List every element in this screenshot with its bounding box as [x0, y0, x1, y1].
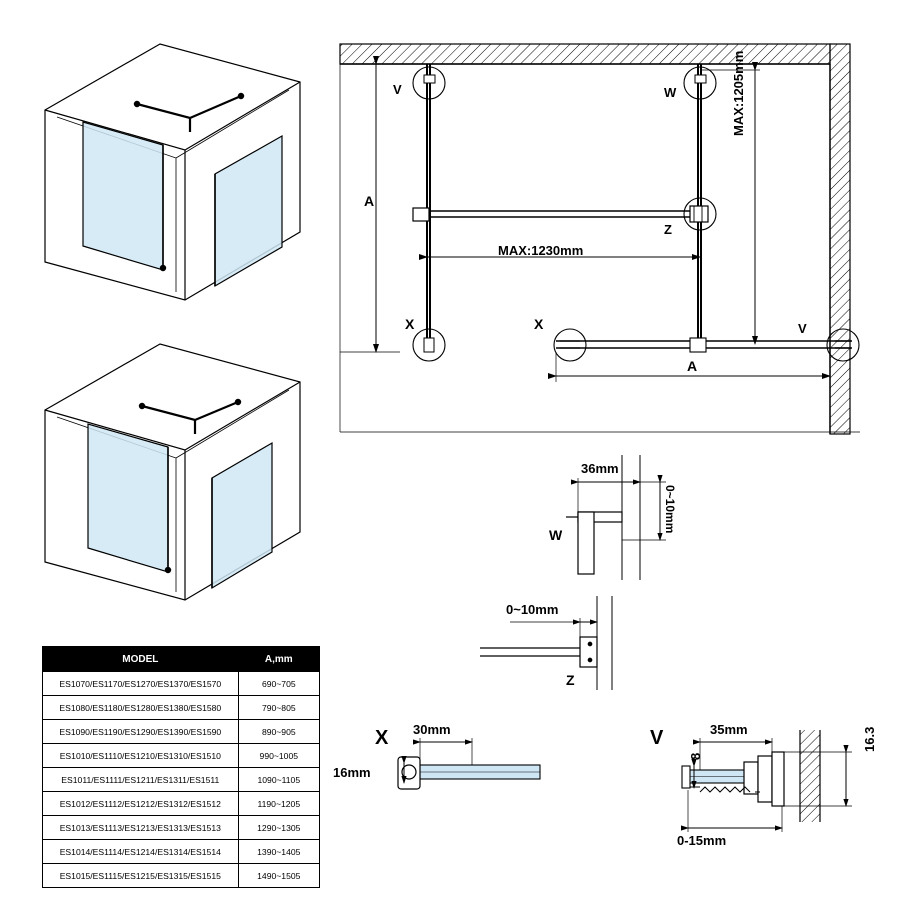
detail-v-dim-top: 35mm	[710, 722, 748, 737]
detail-v	[682, 730, 852, 832]
detail-w-label: W	[549, 527, 563, 543]
detail-x-label: X	[375, 727, 389, 749]
table-row	[43, 816, 320, 840]
table-row	[43, 840, 320, 864]
plan-label-x-mid: X	[534, 316, 544, 332]
table-cell-model: ES1012/ES1112/ES1212/ES1312/ES1512	[43, 792, 239, 816]
table-cell-model: ES1013/ES1113/ES1213/ES1313/ES1513	[43, 816, 239, 840]
plan-dim-max-depth: MAX:1205mm	[731, 50, 746, 136]
iso-view-bottom	[45, 344, 300, 600]
detail-v-dim-right: 16.3	[862, 726, 877, 752]
model-dimension-table	[42, 646, 320, 888]
table-row	[43, 720, 320, 744]
table-cell-model: ES1070/ES1170/ES1270/ES1370/ES1570	[43, 672, 239, 696]
plan-label-z: Z	[664, 222, 672, 237]
table-cell-a: 1390~1405	[238, 840, 319, 864]
table-cell-model: ES1010/ES1110/ES1210/ES1310/ES1510	[43, 744, 239, 768]
plan-label-v-topleft: V	[393, 82, 402, 97]
table-row	[43, 792, 320, 816]
plan-dim-a-left: A	[364, 193, 375, 209]
table-header-a: A,mm	[238, 647, 319, 672]
table-cell-a: 690~705	[238, 672, 319, 696]
detail-v-label: V	[650, 727, 664, 749]
detail-w-dim-top: 36mm	[581, 461, 619, 476]
plan-dim-max-width: MAX:1230mm	[498, 243, 584, 258]
table-cell-a: 1290~1305	[238, 816, 319, 840]
plan-dim-a-bottom: A	[687, 358, 698, 374]
detail-z-label: Z	[566, 672, 575, 688]
table-cell-a: 1190~1205	[238, 792, 319, 816]
table-header-model: MODEL	[43, 647, 239, 672]
table-cell-a: 790~805	[238, 696, 319, 720]
plan-label-x-left: X	[405, 316, 415, 332]
table-row	[43, 768, 320, 792]
detail-v-dim-bottom: 0-15mm	[677, 833, 727, 848]
table-cell-a: 1490~1505	[238, 864, 319, 888]
table-cell-model: ES1080/ES1180/ES1280/ES1380/ES1580	[43, 696, 239, 720]
table-cell-a: 990~1005	[238, 744, 319, 768]
plan-label-v-right: V	[798, 321, 807, 336]
detail-x-dim-top: 30mm	[413, 722, 451, 737]
table-cell-model: ES1090/ES1190/ES1290/ES1390/ES1590	[43, 720, 239, 744]
table-cell-model: ES1015/ES1115/ES1215/ES1315/ES1515	[43, 864, 239, 888]
table-row	[43, 864, 320, 888]
table-cell-model: ES1011/ES1111/ES1211/ES1311/ES1511	[43, 768, 239, 792]
plan-view	[340, 44, 860, 434]
table-row	[43, 672, 320, 696]
detail-x-dim-left: 16mm	[333, 765, 371, 780]
table-header-row	[43, 647, 320, 672]
detail-z-dim-top: 0~10mm	[506, 602, 559, 617]
detail-x	[398, 738, 540, 789]
iso-view-top	[45, 44, 300, 300]
detail-w-dim-right: 0~10mm	[663, 485, 677, 534]
plan-label-w-topright: W	[664, 85, 677, 100]
table-row	[43, 744, 320, 768]
table-cell-model: ES1014/ES1114/ES1214/ES1314/ES1514	[43, 840, 239, 864]
table-row	[43, 696, 320, 720]
table-cell-a: 890~905	[238, 720, 319, 744]
table-cell-a: 1090~1105	[238, 768, 319, 792]
detail-v-dim-left: 8	[688, 752, 703, 760]
